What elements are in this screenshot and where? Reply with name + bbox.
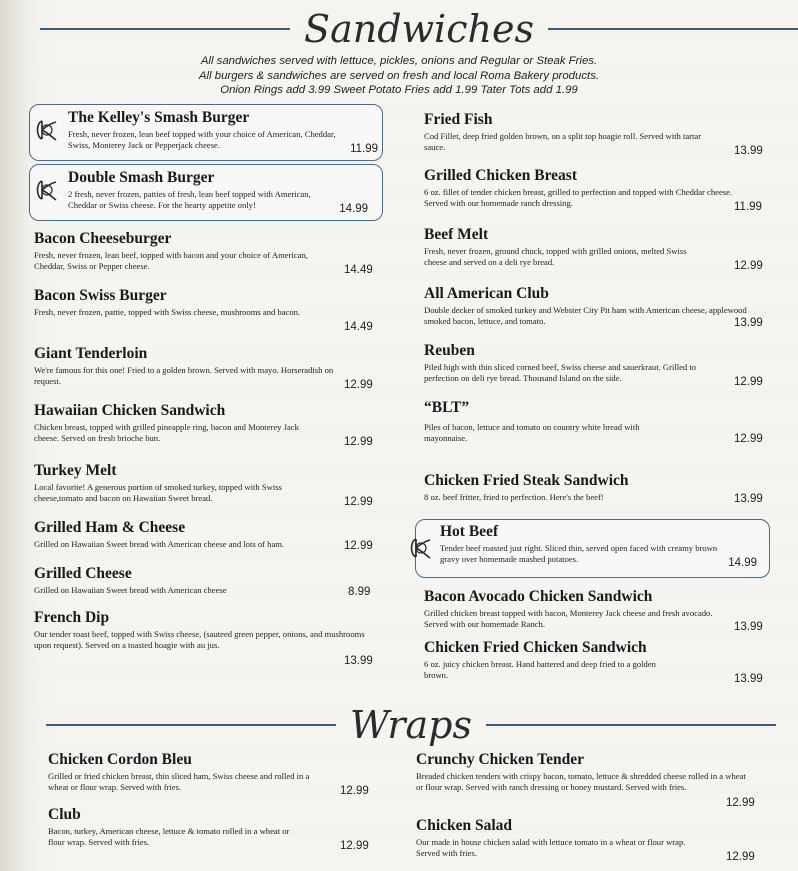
item-name: Double Smash Burger — [68, 169, 215, 186]
item-name: Chicken Fried Chicken Sandwich — [424, 639, 647, 656]
item-description: 6 oz. fillet of tender chicken breast, grilled to perfection and topped with Cheddar cheese. Served with our homemade ranch dressing. — [424, 187, 733, 208]
menu-item-kelleys-smash-burger — [29, 104, 383, 161]
item-name: Hawaiian Chicken Sandwich — [34, 402, 226, 419]
item-price: 12.99 — [344, 436, 373, 448]
menu-item-french-dip — [34, 609, 380, 667]
item-description: Tender beef roasted just right. Sliced thin, served open faced with creamy brown gravy over homemade mashed potatoes. — [440, 543, 718, 564]
menu-item-blt — [424, 399, 770, 444]
item-name: Reuben — [424, 342, 475, 359]
item-name: Grilled Chicken Breast — [424, 167, 577, 184]
item-price: 14.99 — [728, 557, 757, 569]
item-name: Fried Fish — [424, 111, 493, 128]
kelleys-logo-icon — [34, 117, 60, 143]
item-description: Grilled on Hawaiian Sweet bread with American cheese — [34, 585, 227, 595]
menu-item-chicken-fried-chicken-sandwich — [424, 639, 770, 685]
item-name: Giant Tenderloin — [34, 345, 148, 362]
menu-item-grilled-cheese — [34, 565, 380, 596]
item-price: 12.99 — [344, 379, 373, 391]
menu-item-turkey-melt — [34, 462, 380, 508]
menu-item-bacon-cheeseburger — [34, 230, 380, 276]
menu-item-bacon-avocado-chicken-sandwich — [424, 588, 770, 633]
item-description: Our tender roast beef, topped with Swiss cheese, (sauteed green pepper, onions, and mushrooms upon request). Served on a toasted hoagie with au jus. — [34, 629, 365, 650]
item-description: 2 fresh, never frozen, patties of fresh, lean beef topped with American, Cheddar or Swiss cheese. For the hearty appetite only! — [68, 189, 311, 210]
header-rule-left — [46, 724, 336, 726]
item-price: 12.99 — [726, 797, 755, 809]
item-name: Grilled Cheese — [34, 565, 132, 582]
item-price: 12.99 — [734, 376, 763, 388]
item-name: All American Club — [424, 285, 549, 302]
item-description: Grilled chicken breast topped with bacon, Monterey Jack cheese and fresh avocado. Served with our homemade Ranch. — [424, 608, 713, 629]
header-rule-right — [548, 28, 798, 30]
item-name: Grilled Ham & Cheese — [34, 519, 186, 536]
item-description: Grilled or fried chicken breast, thin sliced ham, Swiss cheese and rolled in a wheat or flour wrap. Served with fries. — [48, 771, 310, 792]
item-price: 13.99 — [734, 621, 763, 633]
item-price: 12.99 — [344, 540, 373, 552]
menu-item-chicken-fried-steak-sandwich — [424, 472, 770, 503]
item-price: 12.99 — [734, 260, 763, 272]
wraps-header — [0, 703, 798, 747]
kelleys-logo-icon — [408, 535, 434, 561]
item-price: 12.99 — [726, 851, 755, 863]
item-price: 13.99 — [734, 145, 763, 157]
item-price: 14.49 — [344, 264, 373, 276]
item-price: 11.99 — [734, 201, 762, 213]
item-price: 12.99 — [734, 433, 763, 445]
menu-item-grilled-chicken-breast — [424, 167, 770, 213]
header-rule-left — [40, 28, 290, 30]
item-name: Hot Beef — [440, 523, 499, 540]
item-description: Grilled on Hawaiian Sweet bread with American cheese and lots of ham. — [34, 539, 285, 549]
intro-line: Onion Rings add 3.99 Sweet Potato Fries add 1.99 Tater Tots add 1.99 — [220, 84, 578, 96]
menu-item-hawaiian-chicken-sandwich — [34, 402, 380, 448]
item-price: 13.99 — [734, 673, 763, 685]
menu-item-bacon-swiss-burger — [34, 287, 380, 333]
menu-item-double-smash-burger — [29, 164, 383, 221]
item-price: 14.99 — [339, 203, 368, 215]
item-name: Bacon Cheeseburger — [34, 230, 172, 247]
intro-line: All burgers & sandwiches are served on fresh and local Roma Bakery products. — [198, 69, 600, 82]
item-price: 13.99 — [344, 655, 373, 667]
item-name: “BLT” — [424, 399, 470, 416]
menu-item-hot-beef — [415, 519, 770, 578]
item-price: 11.99 — [350, 143, 378, 155]
item-name: Chicken Fried Steak Sandwich — [424, 472, 629, 489]
item-name: Bacon Avocado Chicken Sandwich — [424, 588, 653, 605]
intro-line: All sandwiches served with lettuce, pickles, onions and Regular or Steak Fries. — [200, 55, 598, 67]
item-description: Fresh, never frozen, pattie, topped with Swiss cheese, mushrooms and bacon. — [34, 307, 301, 317]
menu-item-reuben — [424, 342, 770, 388]
menu-item-chicken-salad-wrap — [416, 817, 762, 863]
item-price: 8.99 — [348, 586, 371, 598]
sandwiches-header — [0, 7, 798, 51]
sandwiches-title: Sandwiches — [304, 7, 534, 51]
item-description: Piles of bacon, lettuce and tomato on country white bread with mayonnaise. — [424, 422, 640, 443]
item-description: 8 oz. beef fritter, fried to perfection. Here's the beef! — [424, 492, 604, 502]
item-description: Piled high with thin sliced corned beef, Swiss cheese and sauerkraut. Grilled to perfection on deli rye bread. Thousand Island on the side. — [424, 362, 697, 383]
item-description: Double decker of smoked turkey and Webster City Pit ham with American cheese, applewood smoked bacon, lettuce, and tomato. — [424, 305, 747, 326]
menu-item-chicken-cordon-bleu — [48, 751, 378, 797]
item-description: Cod Fillet, deep fried golden brown, on a split top hoagie roll. Served with tartar sauce. — [424, 131, 702, 152]
item-description: Chicken breast, topped with grilled pineapple ring, bacon and Monterey Jack cheese. Served on fresh brioche bun. — [34, 422, 299, 443]
kelleys-logo-icon — [34, 177, 60, 203]
item-description: Bacon, turkey, American cheese, lettuce & tomato rolled in a wheat or flour wrap. Served with fries. — [48, 826, 290, 847]
item-name: Chicken Cordon Bleu — [48, 751, 192, 768]
item-price: 13.99 — [734, 493, 763, 505]
item-description: Local favorite! A generous portion of smoked turkey, topped with Swiss cheese,tomato and bacon on Hawaiian Sweet bread. — [34, 482, 282, 503]
item-description: Fresh, never frozen, lean beef, topped with bacon and your choice of American, Cheddar, Swiss or Pepper cheese. — [34, 250, 308, 271]
item-name: Club — [48, 806, 81, 823]
menu-item-giant-tenderloin — [34, 345, 380, 391]
item-name: Chicken Salad — [416, 817, 513, 834]
menu-item-crunchy-chicken-tender — [416, 751, 762, 809]
item-name: The Kelley's Smash Burger — [68, 109, 250, 126]
item-description: Fresh, never frozen, ground chuck, topped with grilled onions, melted Swiss cheese and served on a deli rye bread. — [424, 246, 687, 267]
item-description: Breaded chicken tenders with crispy bacon, tomato, lettuce & shredded cheese rolled in a wheat or flour wrap. Served with ranch dressing or honey mustard. Served with fries. — [416, 771, 746, 792]
menu-item-all-american-club — [424, 285, 770, 327]
item-price: 12.99 — [344, 496, 373, 508]
header-rule-right — [486, 724, 776, 726]
item-description: Our made in house chicken salad with lettuce tomato in a wheat or flour wrap. Served with fries. — [416, 837, 686, 858]
item-price: 13.99 — [734, 317, 763, 329]
item-description: We're famous for this one! Fried to a golden brown. Served with mayo. Horseradish on request. — [34, 365, 334, 386]
item-name: Beef Melt — [424, 226, 489, 243]
wraps-title: Wraps — [350, 703, 472, 747]
menu-item-grilled-ham-cheese — [34, 519, 380, 550]
menu-item-fried-fish — [424, 111, 770, 157]
item-price: 12.99 — [340, 840, 369, 852]
item-description: 6 oz. juicy chicken breast. Hand battered and deep fried to a golden brown. — [424, 659, 656, 680]
sandwiches-intro — [0, 54, 798, 98]
item-name: Turkey Melt — [34, 462, 117, 479]
menu-item-club-wrap — [48, 806, 378, 852]
item-description: Fresh, never frozen, lean beef topped with your choice of American, Cheddar, Swiss, Monterey Jack or Pepperjack cheese. — [68, 129, 336, 150]
item-name: French Dip — [34, 609, 110, 626]
menu-item-beef-melt — [424, 226, 770, 272]
item-name: Crunchy Chicken Tender — [416, 751, 584, 768]
item-price: 12.99 — [340, 785, 369, 797]
item-name: Bacon Swiss Burger — [34, 287, 167, 304]
item-price: 14.49 — [344, 321, 373, 333]
